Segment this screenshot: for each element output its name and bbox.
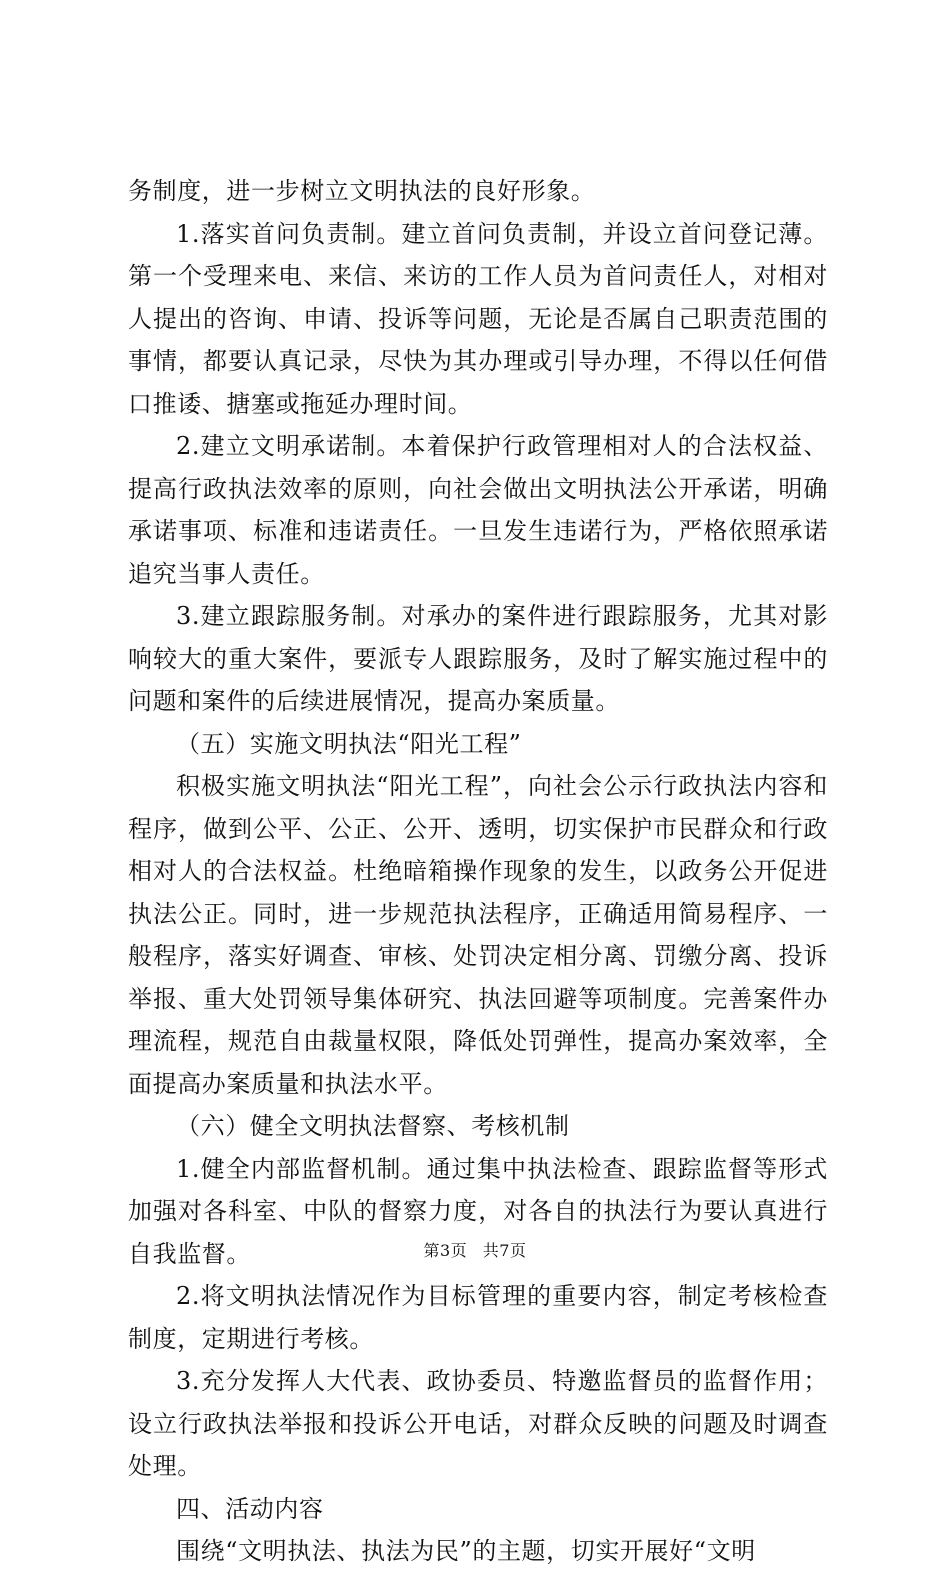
paragraph-4: 3.建立跟踪服务制。对承办的案件进行跟踪服务，尤其对影响较大的重大案件，要派专人跟踪服务，及时了解实施过程中的问题和案件的后续进展情况，提高办案质量。 bbox=[128, 602, 828, 715]
paragraph-2: 1.落实首问负责制。建立首问负责制，并设立首问登记薄。第一个受理来电、来信、来访的工作人员为首问责任人，对相对人提出的咨询、申请、投诉等问题，无论是否属自己职责范围的事情，都要认真记录，尽快为其办理或引导办理，不得以任何借口推诿、搪塞或拖延办理时间。 bbox=[128, 219, 828, 418]
paragraph-6: 积极实施文明执法“阳光工程”，向社会公示行政执法内容和程序，做到公平、公正、公开、透明，切实保护市民群众和行政相对人的合法权益。杜绝暗箱操作现象的发生，以政务公开促进执法公正。同时，进一步规范执法程序，正确适用简易程序、一般程序，落实好调查、审核、处罚决定相分离、罚缴分离、投诉举报、重大处罚领导集体研究、执法回避等项制度。完善案件办理流程，规范自由裁量权限，降低处罚弹性，提高办案效率，全面提高办案质量和执法水平。 bbox=[128, 772, 828, 1098]
paragraph-3: 2.建立文明承诺制。本着保护行政管理相对人的合法权益、提高行政执法效率的原则，向社会做出文明执法公开承诺，明确承诺事项、标准和违诺责任。一旦发生违诺行为，严格依照承诺追究当事人责任。 bbox=[128, 432, 828, 588]
paragraph-1: 务制度，进一步树立文明执法的良好形象。 bbox=[128, 177, 596, 205]
document-body bbox=[128, 170, 828, 1573]
page-number: 第3页 bbox=[423, 1241, 468, 1260]
paragraph-9: 2.将文明执法情况作为目标管理的重要内容，制定考核检查制度，定期进行考核。 bbox=[128, 1282, 828, 1353]
page-total: 共7页 bbox=[482, 1241, 527, 1260]
paragraph-8: 1.健全内部监督机制。通过集中执法检查、跟踪监督等形式加强对各科室、中队的督察力度，对各自的执法行为要认真进行自我监督。 bbox=[128, 1154, 828, 1268]
section-heading-6: （六）健全文明执法督察、考核机制 bbox=[176, 1112, 570, 1140]
paragraph-12: 围绕“文明执法、执法为民”的主题，切实开展好“文明 bbox=[176, 1537, 756, 1565]
section-heading-4: 四、活动内容 bbox=[176, 1494, 324, 1523]
paragraph-10: 3.充分发挥人大代表、政协委员、特邀监督员的监督作用；设立行政执法举报和投诉公开电话，对群众反映的问题及时调查处理。 bbox=[128, 1367, 828, 1480]
section-heading-5: （五）实施文明执法“阳光工程” bbox=[176, 729, 522, 758]
page-footer bbox=[0, 1238, 950, 1261]
